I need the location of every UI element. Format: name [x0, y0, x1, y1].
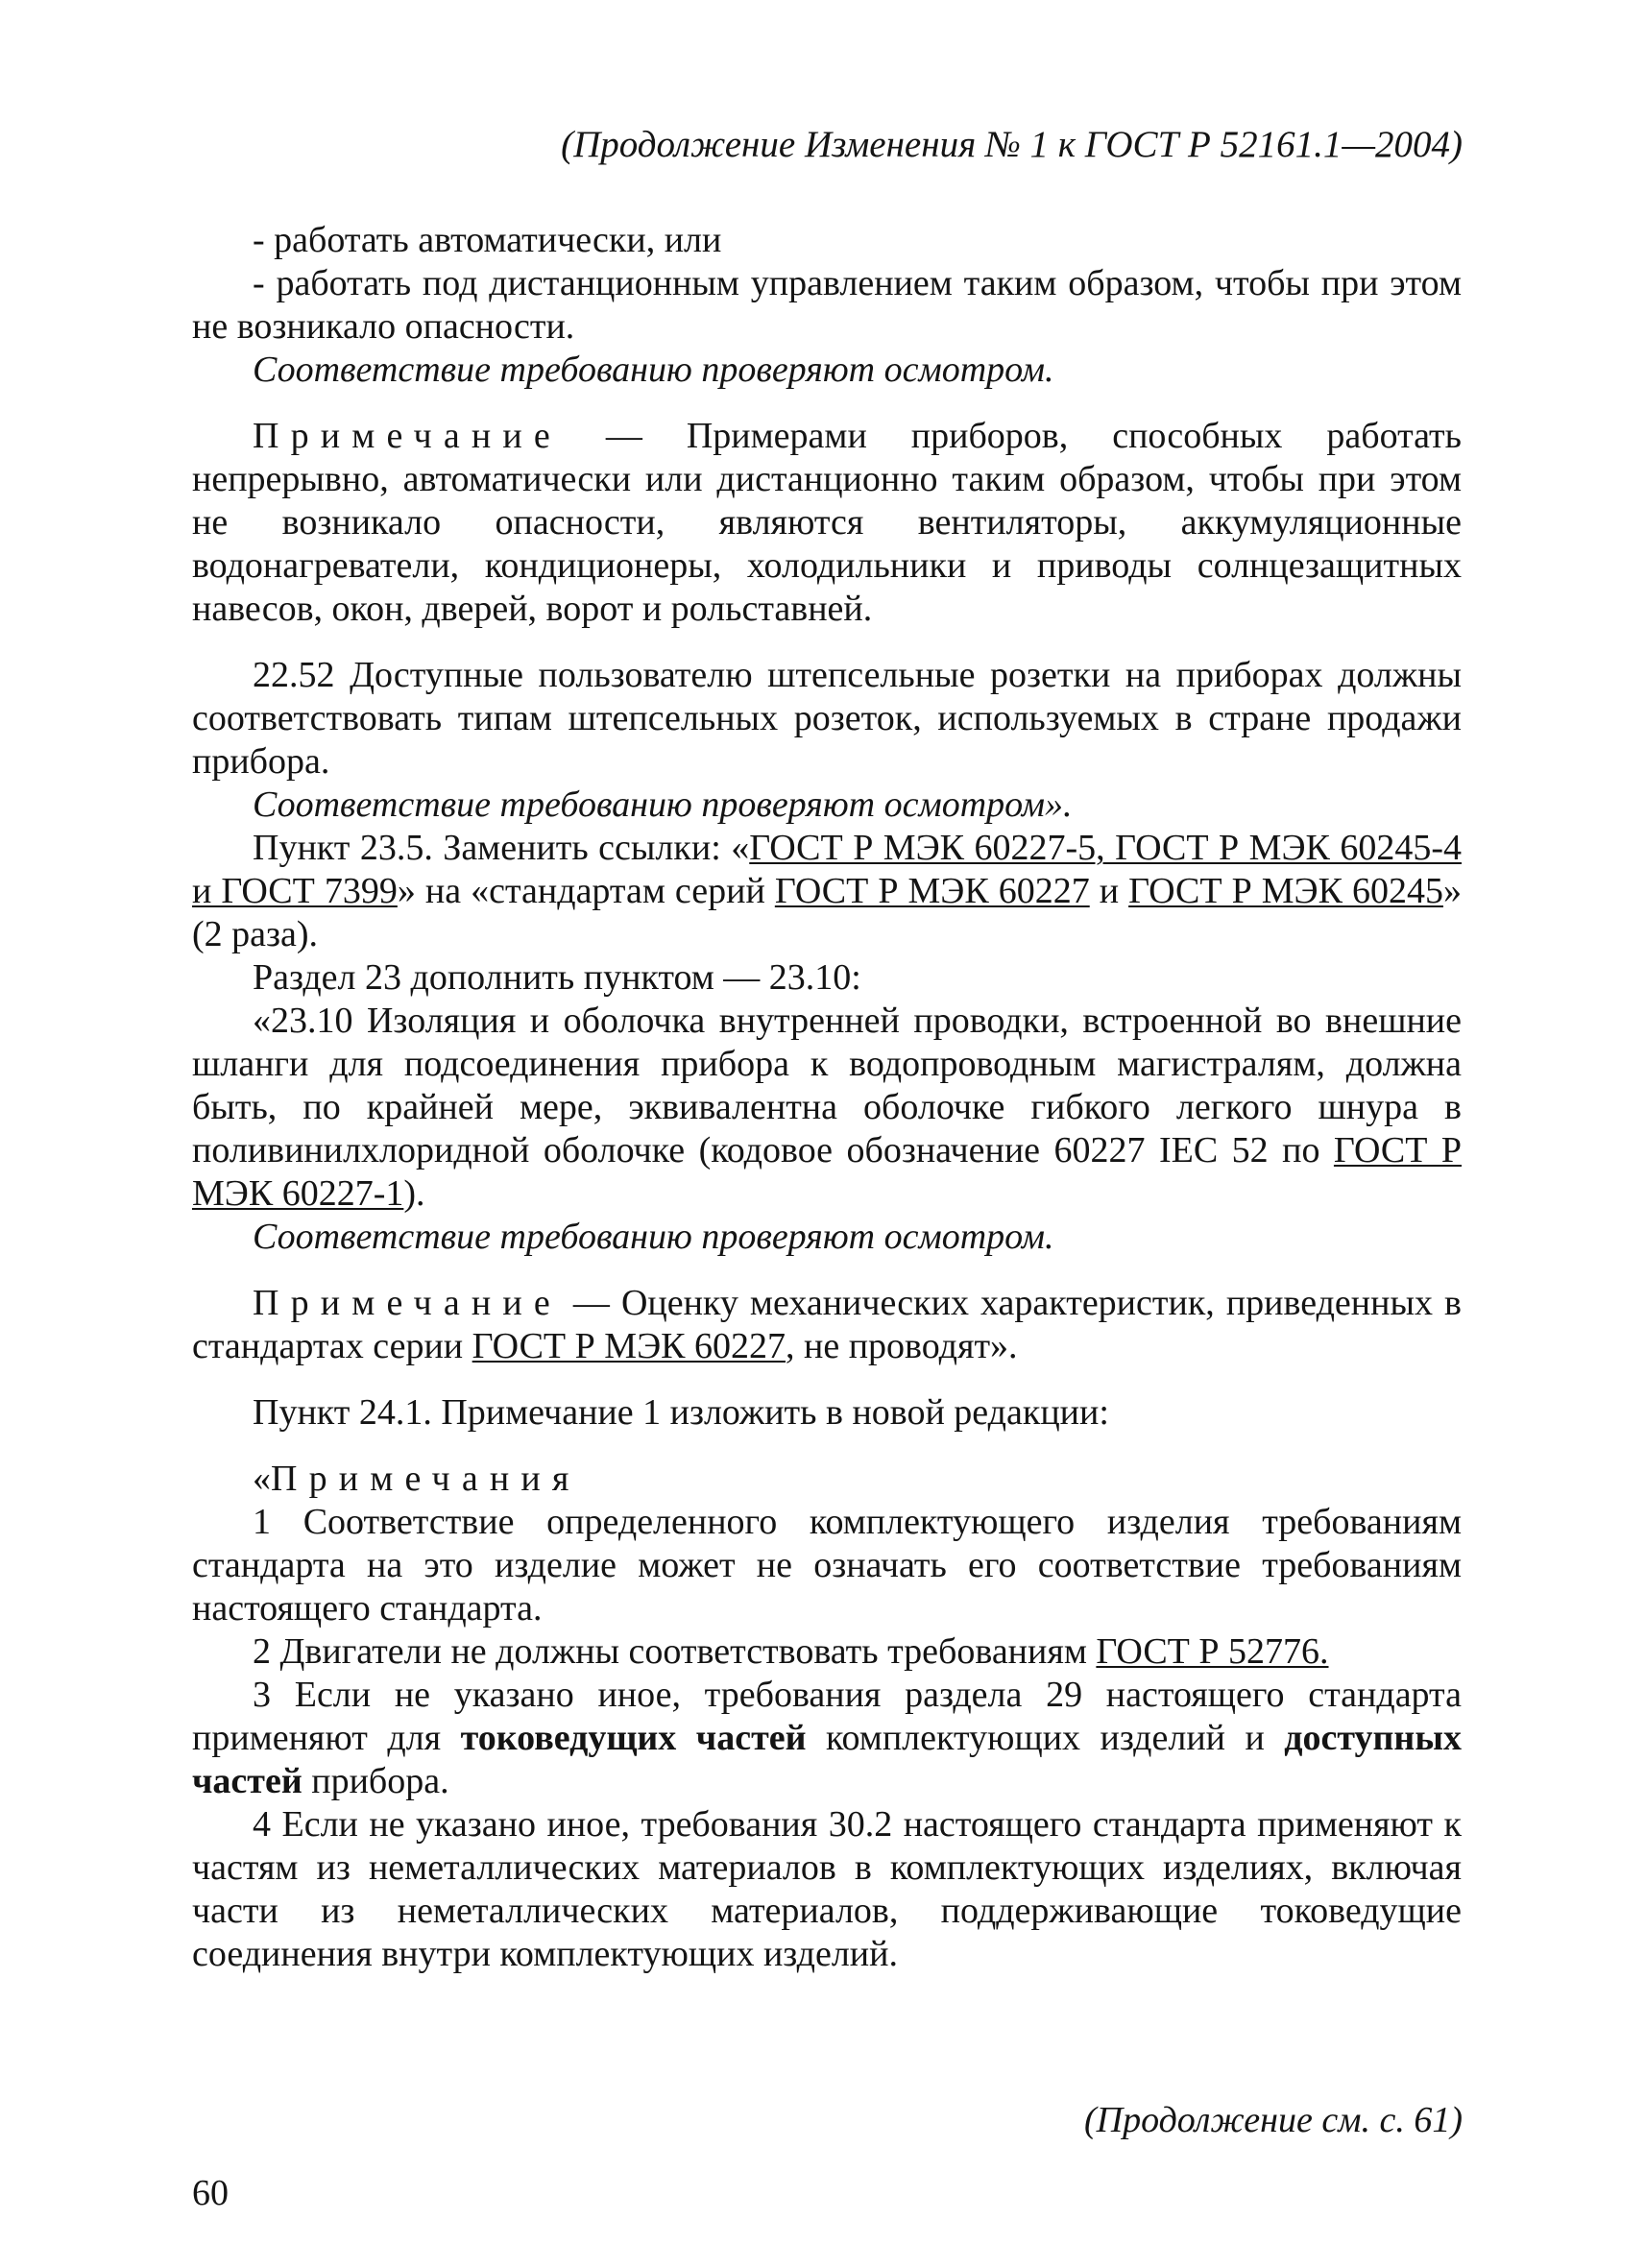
compliance-note: Соответствие требованию проверяют осмотром.	[253, 1217, 1054, 1257]
notes-header	[192, 1458, 1462, 1501]
standard-link[interactable]: ГОСТ Р МЭК 60245	[1128, 871, 1443, 911]
compliance-note: Соответствие требованию проверяют осмотром.	[253, 350, 1054, 390]
text-run: 3 Если не указано иное, требования раздела 29 настоящего стандарта применяют для	[192, 1675, 1462, 1758]
text-run: » (2 раза).	[192, 871, 1462, 954]
standard-link[interactable]: ГОСТ Р МЭК 60227-1	[192, 1130, 1463, 1214]
text-run: «23.10 Изоляция и оболочка внутренней проводки, встроенной во внешние шланги для подсоединения прибора к водопроводным магистралям, должна быть, по крайней мере, эквивалентна оболочке гибкого легкого шнура в поливинилхлоридной оболочке (кодовое обозначение 60227 IEC 52 по	[192, 1001, 1462, 1170]
notes-label: Примечания	[271, 1459, 581, 1499]
standard-link[interactable]: ГОСТ Р 52776.	[1096, 1631, 1329, 1672]
note-paragraph	[192, 415, 1462, 631]
standard-link[interactable]: ГОСТ Р МЭК 60227	[774, 871, 1090, 911]
note-item-4: 4 Если не указано иное, требования 30.2 настоящего стандарта применяют к частям из неметаллических материалов в комплектующих изделиях, включая части из неметаллических материалов, поддерживающие токоведущие соединения внутри комплектующих изделий.	[192, 1804, 1462, 1974]
note-paragraph	[192, 1282, 1462, 1368]
section-23-addition: Раздел 23 дополнить пунктом — 23.10:	[253, 957, 861, 998]
paragraph-auto: - работать автоматически, или	[253, 220, 722, 260]
bold-term: доступных частей	[192, 1718, 1462, 1801]
clause-22-52: 22.52 Доступные пользователю штепсельные розетки на приборах должны соответствовать типам штепсельных розеток, используемых в стране продажи прибора.	[192, 655, 1462, 782]
text-run: и	[1089, 871, 1129, 911]
note-label: Примечание	[253, 1283, 562, 1323]
note-label: Примечание	[253, 416, 562, 456]
text-run: ).	[403, 1173, 425, 1214]
continuation-note: (Продолжение см. с. 61)	[1083, 2100, 1463, 2140]
clause-24-1-change: Пункт 24.1. Примечание 1 изложить в новой редакции:	[253, 1392, 1109, 1433]
quote-mark: «	[253, 1459, 271, 1499]
paragraph-remote: - работать под дистанционным управлением таким образом, чтобы при этом не возникало опасности.	[192, 263, 1462, 347]
document-body	[192, 219, 1462, 1976]
clause-23-10	[192, 1000, 1462, 1216]
text-run: » на «стандартам серий	[397, 871, 775, 911]
page-number: 60	[192, 2173, 229, 2213]
text-run: , не проводят».	[786, 1326, 1018, 1366]
clause-23-5-change	[192, 827, 1462, 956]
text-run: 2 Двигатели не должны соответствовать требованиям	[253, 1631, 1097, 1672]
text-run: — Оценку механических характеристик, приведенных в стандартах серии	[192, 1283, 1462, 1366]
note-item-3	[192, 1674, 1462, 1803]
note-item-1: 1 Соответствие определенного комплектующего изделия требованиям стандарта на это изделие может не означать его соответствие требованиям настоящего стандарта.	[192, 1502, 1462, 1629]
text-run: прибора.	[302, 1761, 449, 1801]
bold-term: токоведущих частей	[460, 1718, 807, 1758]
standard-link[interactable]: ГОСТ Р МЭК 60227	[472, 1326, 786, 1366]
page-header: (Продолжение Изменения № 1 к ГОСТ Р 52161.1—2004)	[561, 124, 1463, 165]
compliance-note: Соответствие требованию проверяют осмотром».	[253, 784, 1073, 825]
text-run: комплектующих изделий и	[806, 1718, 1285, 1758]
note-text: — Примерами приборов, способных работать непрерывно, автоматически или дистанционно таким образом, чтобы при этом не возникало опасности, являются вентиляторы, аккумуляционные водонагреватели, кондиционеры, холодильники и приводы солнцезащитных навесов, окон, дверей, ворот и рольставней.	[192, 416, 1462, 629]
standard-link[interactable]: ГОСТ Р МЭК 60227-5, ГОСТ Р МЭК 60245-4 и ГОСТ 7399	[192, 828, 1462, 911]
text-run: Пункт 23.5. Заменить ссылки: «	[253, 828, 750, 868]
note-item-2	[192, 1630, 1462, 1674]
